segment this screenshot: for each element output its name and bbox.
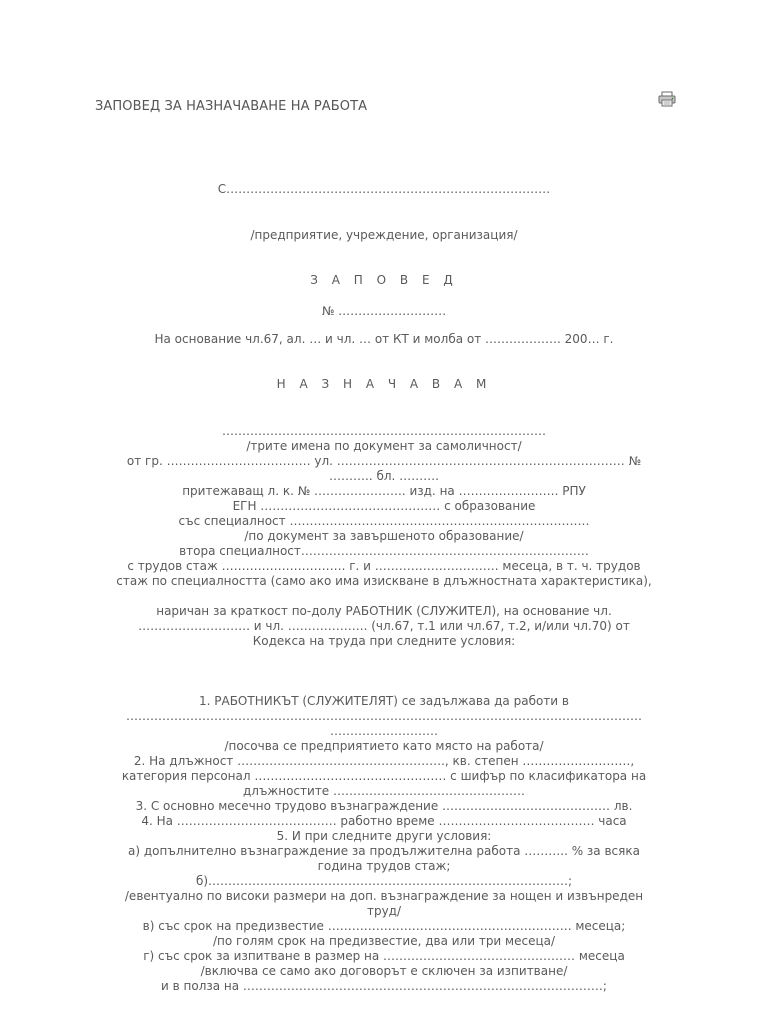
condition-5b: б)………………………………………………………………………………; xyxy=(195,874,573,888)
condition-3: 3. С основно месечно трудово възнаграждение …………………………………… лв. xyxy=(135,799,633,813)
condition-1-dots-2: ……………………… xyxy=(330,724,438,738)
condition-5g-favor: и в полза на ………………………………………………………………………………; xyxy=(161,979,607,993)
worker-basis-line: наричан за краткост по-долу РАБОТНИК (СЛУЖИТЕЛ), на основание чл. xyxy=(156,604,612,618)
condition-5v-caption: /по голям срок на предизвестие, два или три месеца/ xyxy=(212,934,556,948)
condition-1-caption: /посочва се предприятието като място на работа/ xyxy=(224,739,544,753)
specialty-caption: /по документ за завършеното образование/ xyxy=(244,529,524,543)
id-card-line: притежаващ л. к. № ………………….. изд. на ……………………. РПУ xyxy=(182,484,586,498)
order-heading: З А П О В Е Д xyxy=(310,273,458,287)
condition-5a: а) допълнително възнаграждение за продължителна работа ……….. % за всяка xyxy=(128,844,640,858)
specialty-line: със специалност ………………………………………………………………… xyxy=(178,514,590,528)
condition-1-dots: ………………………………………………………………………………………………………………… xyxy=(126,709,642,723)
condition-2: 2. На длъжност ……………………………………………., кв. степен ………………………, xyxy=(133,754,635,768)
condition-5a-line-2: година трудов стаж; xyxy=(317,859,451,873)
condition-1: 1. РАБОТНИКЪТ (СЛУЖИТЕЛЯТ) се задължава да работи в xyxy=(198,694,569,708)
condition-5b-caption: /евентуално по високи размери на доп. възнаграждение за нощен и извънреден xyxy=(124,889,644,903)
condition-5: 5. И при следните други условия: xyxy=(276,829,492,843)
condition-4: 4. На …………………………………. работно време ………………………………… часа xyxy=(141,814,627,828)
worker-basis-line-2: ………………………. и чл. ……………….. (чл.67, т.1 или чл.67, т.2, и/или чл.70) от xyxy=(138,619,630,633)
condition-5g-caption: /включва се само ако договорът е сключен за изпитване/ xyxy=(200,964,568,978)
name-caption: /трите имена по документ за самоличност/ xyxy=(246,439,522,453)
experience-line: с трудов стаж …………………………. г. и …………………………. месеца, в т. ч. трудов xyxy=(127,559,641,573)
company-caption: /предприятие, учреждение, организация/ xyxy=(250,228,518,242)
legal-basis: На основание чл.67, ал. … и чл. … от КТ и молба от ………………. 200… г. xyxy=(154,332,614,346)
condition-5g: г) със срок за изпитване в размер на ………………………………………… месеца xyxy=(143,949,625,963)
condition-5b-caption-2: труд/ xyxy=(366,904,402,918)
printer-icon[interactable] xyxy=(658,91,676,107)
address-line-2: ……….. бл. ………. xyxy=(329,469,439,483)
company-line: С……………………………………………………………………… xyxy=(217,182,551,196)
egn-line: ЕГН ……………………………………… с образование xyxy=(232,499,536,513)
second-specialty-line: втора специалност……………………………………………………………… xyxy=(179,544,589,558)
address-line: от гр. ……………………………… ул. ……………………………………………………………… № xyxy=(126,454,642,468)
order-number: № ……………………… xyxy=(321,304,447,318)
condition-2-line-2: категория персонал ………………………………………… с шифър по класификатора на xyxy=(121,769,647,783)
appoint-heading: Н А З Н А Ч А В А М xyxy=(276,377,492,391)
condition-2-line-3: длъжностите ………………………………………… xyxy=(242,784,526,798)
name-line: ……………………………………………………………………… xyxy=(222,424,546,438)
condition-5v: в) със срок на предизвестие ……………………………………………………. месеца; xyxy=(142,919,626,933)
document-title: ЗАПОВЕД ЗА НАЗНАЧАВАНЕ НА РАБОТА xyxy=(95,99,368,114)
worker-basis-line-3: Кодекса на труда при следните условия: xyxy=(252,634,516,648)
experience-line-2: стаж по специалността (само ако има изискване в длъжностната характеристика), xyxy=(116,574,652,588)
